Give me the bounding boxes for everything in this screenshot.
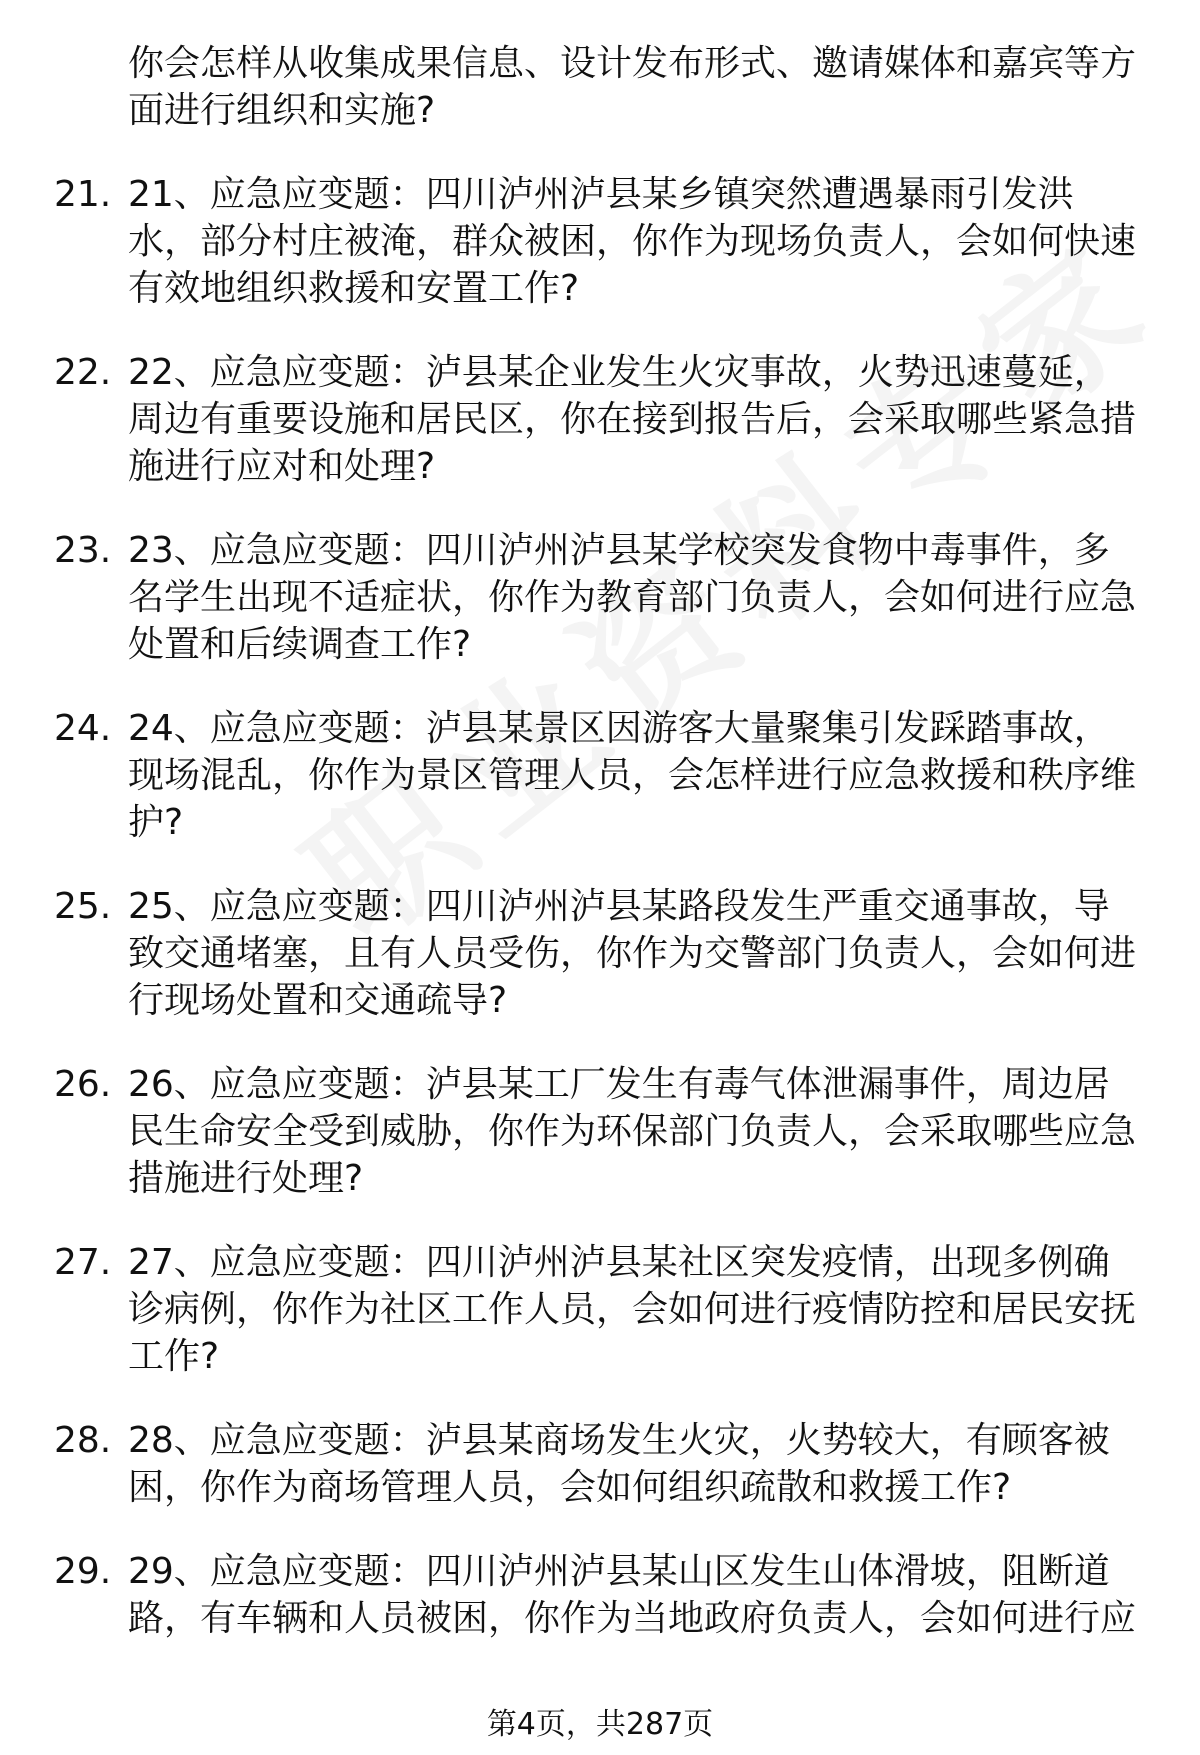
item-number: 22. bbox=[54, 352, 112, 393]
item-text: 28、应急应变题：泸县某商场发生火灾，火势较大，有顾客被困，你作为商场管理人员，会如何组织疏散和救援工作? bbox=[128, 1420, 1110, 1508]
question-list bbox=[0, 40, 1200, 1642]
item-text: 24、应急应变题：泸县某景区因游客大量聚集引发踩踏事故，现场混乱，你作为景区管理人员，会怎样进行应急救援和秩序维护? bbox=[128, 708, 1137, 843]
page-footer: 第4页，共287页 bbox=[486, 1707, 714, 1742]
list-item-25 bbox=[0, 883, 1200, 1024]
list-item-29 bbox=[0, 1548, 1200, 1642]
item-text: 26、应急应变题：泸县某工厂发生有毒气体泄漏事件，周边居民生命安全受到威胁，你作为环保部门负责人，会采取哪些应急措施进行处理? bbox=[128, 1064, 1137, 1199]
list-item-23 bbox=[0, 527, 1200, 668]
item-number: 21. bbox=[54, 174, 112, 215]
list-item-27 bbox=[0, 1239, 1200, 1380]
item-text: 29、应急应变题：四川泸州泸县某山区发生山体滑坡，阻断道路，有车辆和人员被困，你作为当地政府负责人，会如何进行应 bbox=[128, 1551, 1137, 1639]
item-text: 22、应急应变题：泸县某企业发生火灾事故，火势迅速蔓延，周边有重要设施和居民区，你在接到报告后，会采取哪些紧急措施进行应对和处理? bbox=[128, 352, 1137, 487]
list-item-28 bbox=[0, 1417, 1200, 1511]
item-number: 28. bbox=[54, 1420, 112, 1461]
item-number: 27. bbox=[54, 1242, 112, 1283]
list-item-22 bbox=[0, 349, 1200, 490]
lead-paragraph: 你会怎样从收集成果信息、设计发布形式、邀请媒体和嘉宾等方面进行组织和实施? bbox=[128, 43, 1137, 131]
item-number: 26. bbox=[54, 1064, 112, 1105]
item-text: 23、应急应变题：四川泸州泸县某学校突发食物中毒事件，多名学生出现不适症状，你作为教育部门负责人，会如何进行应急处置和后续调查工作? bbox=[128, 530, 1137, 665]
item-text: 27、应急应变题：四川泸州泸县某社区突发疫情，出现多例确诊病例，你作为社区工作人员，会如何进行疫情防控和居民安抚工作? bbox=[128, 1242, 1137, 1377]
item-number: 24. bbox=[54, 708, 112, 749]
item-text: 25、应急应变题：四川泸州泸县某路段发生严重交通事故，导致交通堵塞，且有人员受伤，你作为交警部门负责人，会如何进行现场处置和交通疏导? bbox=[128, 886, 1137, 1021]
item-number: 25. bbox=[54, 886, 112, 927]
list-item-24 bbox=[0, 705, 1200, 846]
item-number: 23. bbox=[54, 530, 112, 571]
list-item-21 bbox=[0, 171, 1200, 312]
list-item-26 bbox=[0, 1061, 1200, 1202]
item-text: 21、应急应变题：四川泸州泸县某乡镇突然遭遇暴雨引发洪水，部分村庄被淹，群众被困，你作为现场负责人，会如何快速有效地组织救援和安置工作? bbox=[128, 174, 1137, 309]
item-number: 29. bbox=[54, 1551, 112, 1592]
